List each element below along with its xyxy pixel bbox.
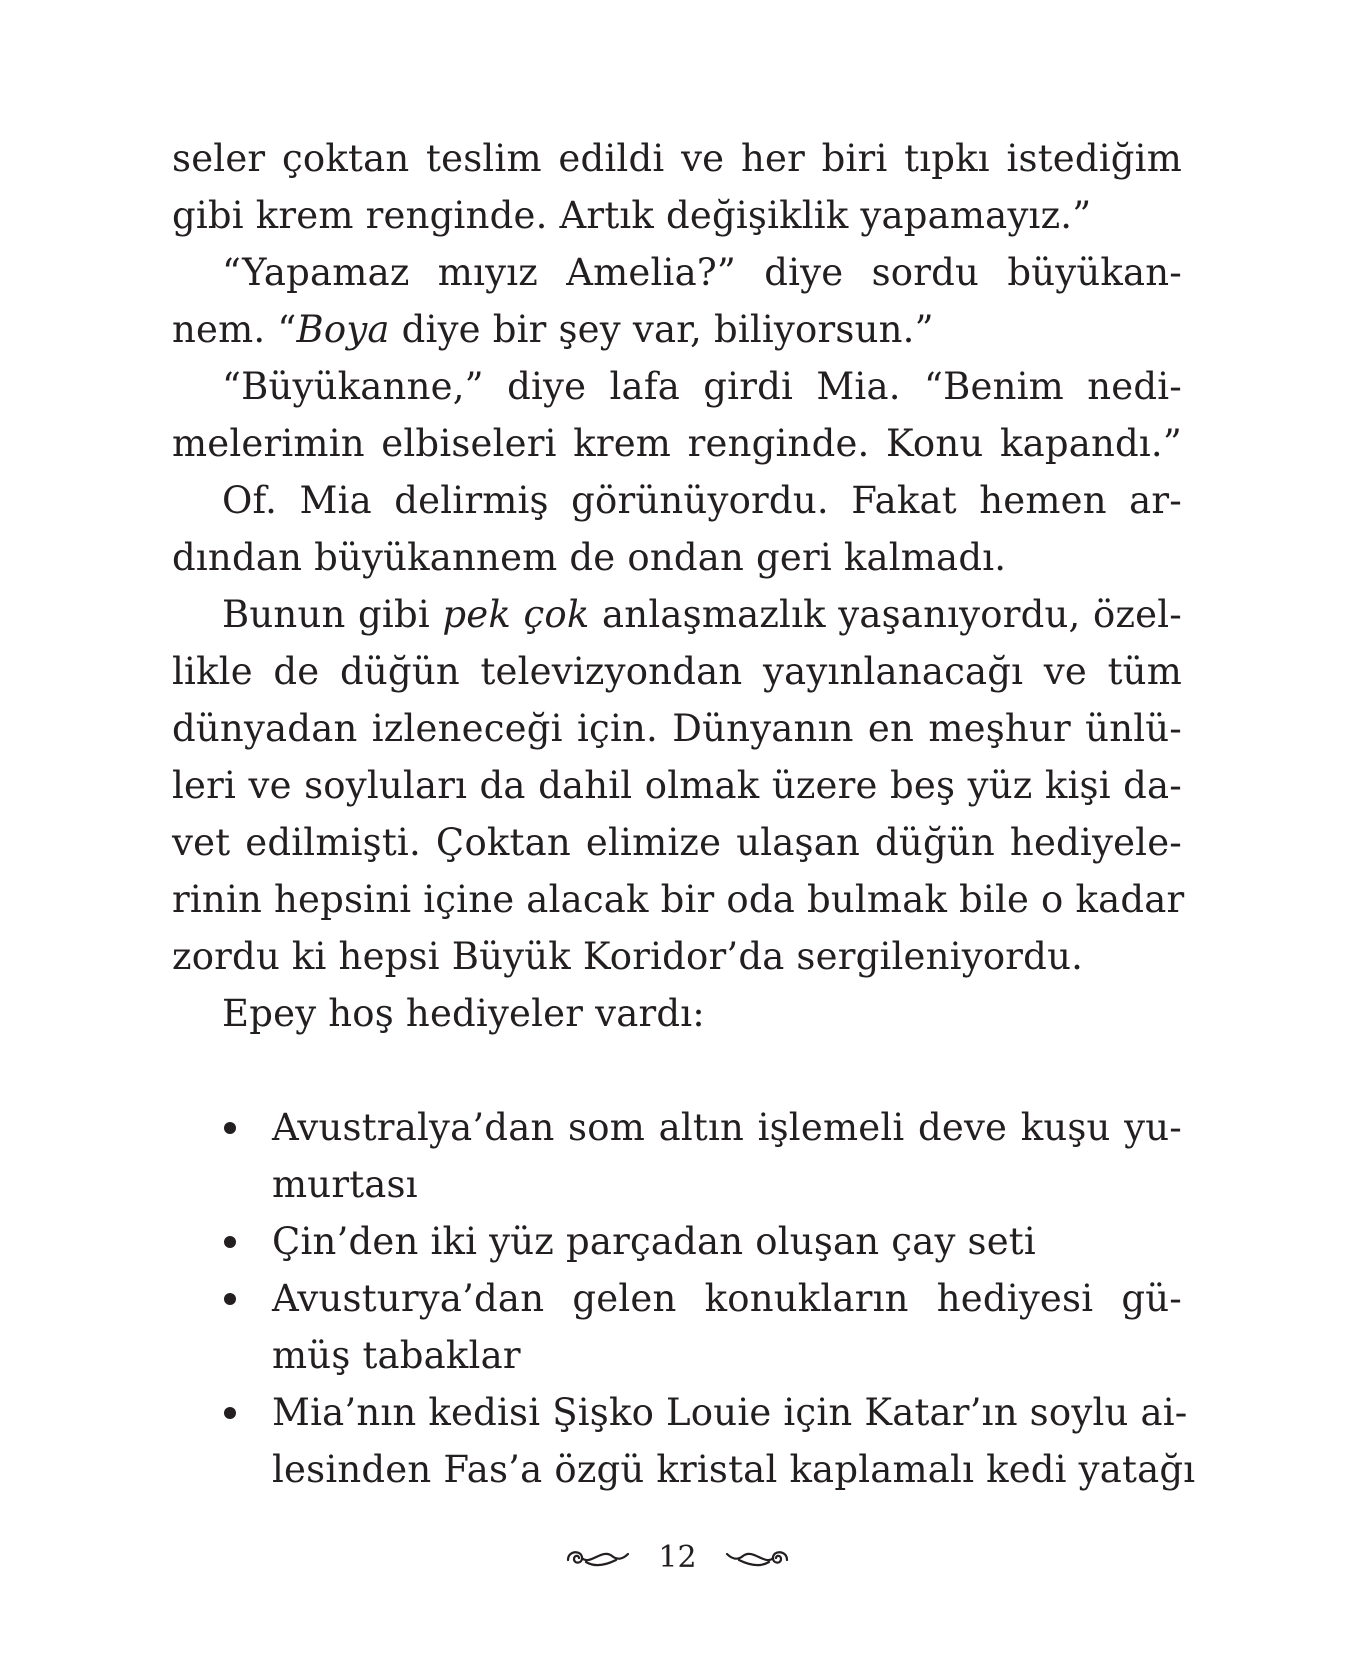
- paragraph-line: likle de düğün televizyondan yayınlanacağı ve tüm: [172, 650, 1182, 693]
- paragraph-line: dünyadan izleneceği için. Dünyanın en meşhur ünlü-: [172, 707, 1182, 750]
- paragraph-line: Epey hoş hediyeler vardı:: [222, 992, 705, 1035]
- list-item: [172, 1213, 1182, 1270]
- list-item-line: Mia’nın kedisi Şişko Louie için Katar’ın soylu ai-: [272, 1391, 1188, 1434]
- list-item-line: lesinden Fas’a özgü kristal kaplamalı kedi yatağı: [272, 1448, 1196, 1491]
- list-item: [172, 1099, 1182, 1213]
- list-item: [172, 1384, 1196, 1498]
- paragraph-line: gibi krem renginde. Artık değişiklik yapamayız.”: [172, 194, 1092, 237]
- paragraph-line: zordu ki hepsi Büyük Koridor’da sergileniyordu.: [172, 935, 1084, 978]
- page-number: 12: [658, 1539, 697, 1575]
- scroll-flourish-icon: [723, 1544, 791, 1570]
- paragraph-line: vet edilmişti. Çoktan elimize ulaşan düğün hediyele-: [172, 821, 1182, 864]
- paragraph-line: “Yapamaz mıyız Amelia?” diye sordu büyükan-: [222, 251, 1182, 294]
- paragraph-line: [172, 586, 1182, 643]
- list-item: [172, 1270, 1182, 1384]
- paragraph-line: melerimin elbiseleri krem renginde. Konu kapandı.”: [172, 422, 1182, 465]
- text-run: nem. “: [172, 308, 297, 351]
- list-item-line: müş tabaklar: [272, 1334, 521, 1377]
- paragraph-line: dından büyükannem de ondan geri kalmadı.: [172, 536, 1007, 579]
- paragraph-line: “Büyükanne,” diye lafa girdi Mia. “Benim nedi-: [222, 365, 1182, 408]
- list-item-line: murtası: [272, 1163, 418, 1206]
- text-run: Bunun gibi: [222, 593, 443, 636]
- text-run: anlaşmazlık yaşanıyordu, özel-: [589, 593, 1182, 636]
- bullet-icon: [224, 1407, 236, 1419]
- page-footer: [0, 1532, 1355, 1582]
- scroll-flourish-icon: [564, 1544, 632, 1570]
- bullet-icon: [224, 1122, 236, 1134]
- paragraph-line: seler çoktan teslim edildi ve her biri tıpkı istediğim: [172, 137, 1182, 180]
- italic-text: pek çok: [442, 593, 590, 636]
- list-item-line: Avusturya’dan gelen konukların hediyesi gü-: [272, 1277, 1182, 1320]
- paragraph-spacer: [172, 1042, 1182, 1099]
- text-run: diye bir şey var, biliyorsun.”: [389, 308, 934, 351]
- list-item-line: Avustralya’dan som altın işlemeli deve kuşu yu-: [272, 1106, 1182, 1149]
- paragraph-line: [172, 301, 1182, 358]
- bullet-icon: [224, 1236, 236, 1248]
- italic-text: Boya: [296, 308, 390, 351]
- paragraph-line: leri ve soyluları da dahil olmak üzere beş yüz kişi da-: [172, 764, 1182, 807]
- page-text-block: [172, 130, 1196, 1498]
- paragraph-line: rinin hepsini içine alacak bir oda bulmak bile o kadar: [172, 878, 1185, 921]
- list-item-line: Çin’den iki yüz parçadan oluşan çay seti: [272, 1220, 1036, 1263]
- bullet-icon: [224, 1293, 236, 1305]
- paragraph-line: Of. Mia delirmiş görünüyordu. Fakat hemen ar-: [222, 479, 1182, 522]
